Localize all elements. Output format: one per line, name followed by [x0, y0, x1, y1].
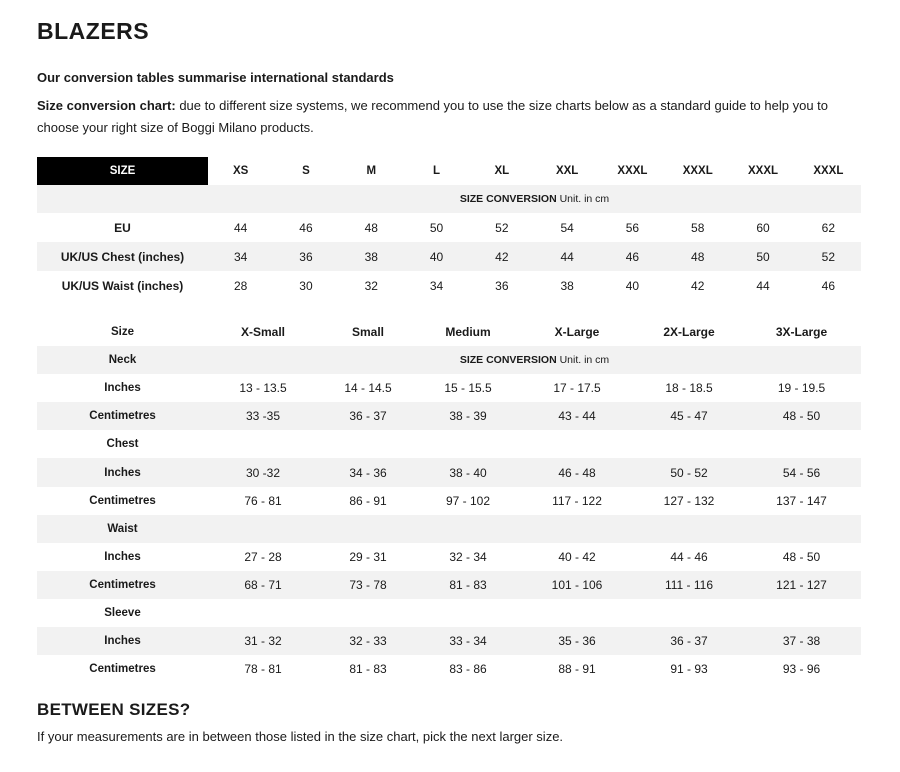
table-cell: 68 - 71 — [208, 571, 318, 599]
intro-heading: Our conversion tables summarise international standards — [37, 70, 394, 85]
table-cell: 44 — [756, 278, 770, 293]
table-cell: 46 — [600, 242, 665, 271]
table-header-row — [37, 318, 861, 346]
table-cell: 44 — [233, 220, 248, 235]
section-label: Chest — [106, 438, 139, 451]
table-cell: 32 — [364, 278, 378, 293]
size-column-header: L — [433, 165, 441, 177]
table-cell: 30 — [299, 278, 313, 293]
table-cell: 40 — [625, 278, 640, 293]
row-label: Centimetres — [37, 402, 208, 430]
section-label: Waist — [37, 515, 208, 543]
table-cell: 52 — [796, 242, 861, 271]
section-label: Sleeve — [104, 606, 141, 619]
empty-cell — [418, 599, 518, 627]
size-conversion-unit-label — [208, 185, 861, 213]
table-cell: 46 - 48 — [518, 458, 636, 486]
size-column-header: XS — [232, 165, 249, 177]
unit-row — [37, 185, 861, 213]
empty-cell — [318, 515, 418, 543]
table-cell: 48 — [364, 220, 378, 235]
table-cell: 34 — [429, 278, 444, 293]
empty-cell — [518, 515, 636, 543]
table-cell: 42 — [469, 242, 534, 271]
measurements-table — [37, 318, 861, 683]
table-cell: 29 - 31 — [349, 549, 387, 564]
empty-cell — [418, 430, 518, 458]
row-label: Inches — [104, 550, 141, 563]
table-cell: 31 - 32 — [208, 627, 318, 655]
size-header-cell: Size — [110, 326, 134, 339]
row-label: Centimetres — [37, 571, 208, 599]
table-cell: 48 - 50 — [782, 549, 821, 564]
table-cell: 91 - 93 — [670, 662, 708, 677]
section-row — [37, 515, 861, 543]
intro-paragraph — [37, 95, 837, 139]
table-cell: 37 - 38 — [742, 627, 861, 655]
table-cell: 58 — [691, 220, 705, 235]
table-cell: 48 - 50 — [742, 402, 861, 430]
table-cell: 86 - 91 — [349, 493, 387, 508]
table-cell: 62 — [821, 220, 836, 235]
table-cell: 52 — [495, 220, 509, 235]
size-column-header: S — [302, 165, 310, 177]
empty-cell — [518, 430, 636, 458]
size-column-header: 2X-Large — [663, 325, 715, 340]
table-cell: 50 — [730, 242, 795, 271]
table-cell: 33 - 34 — [418, 627, 518, 655]
empty-cell — [208, 599, 318, 627]
row-label: Inches — [37, 627, 208, 655]
table-cell: 40 — [404, 242, 469, 271]
size-column-header: X-Small — [240, 325, 285, 340]
table-cell: 19 - 19.5 — [777, 381, 826, 396]
row-label — [37, 185, 208, 213]
between-sizes-title: BETWEEN SIZES? — [37, 700, 191, 719]
empty-cell — [636, 515, 742, 543]
table-cell: 101 - 106 — [518, 571, 636, 599]
table-cell: 27 - 28 — [244, 549, 282, 564]
empty-cell — [208, 515, 318, 543]
table-cell: 60 — [756, 220, 770, 235]
size-column-header: XXXL — [813, 165, 844, 177]
table-cell: 54 - 56 — [742, 458, 861, 486]
section-row — [37, 430, 861, 458]
table-cell: 34 - 36 — [318, 458, 418, 486]
size-column-header: XXXL — [617, 165, 648, 177]
table-cell: 18 - 18.5 — [665, 381, 713, 396]
row-label: EU — [114, 220, 131, 235]
table-cell: 43 - 44 — [518, 402, 636, 430]
table-cell: 137 - 147 — [776, 493, 827, 508]
size-column-header: XXXL — [748, 165, 779, 177]
size-column-header: X-Large — [554, 325, 600, 340]
unit-heading: SIZE CONVERSION — [459, 193, 557, 205]
size-column-header: XL — [494, 165, 510, 177]
table-cell: 44 — [534, 242, 599, 271]
table-cell: 13 - 13.5 — [239, 381, 287, 396]
table-row — [37, 458, 861, 486]
size-header-cell: SIZE — [37, 157, 208, 185]
size-conversion-table — [37, 157, 861, 300]
empty-cell — [208, 430, 318, 458]
size-column-header: 3X-Large — [775, 325, 828, 340]
intro-bold-label: Size conversion chart: — [37, 98, 176, 113]
table-cell: 76 - 81 — [244, 493, 282, 508]
table-cell: 14 - 14.5 — [344, 381, 392, 396]
empty-cell — [318, 430, 418, 458]
table-row — [37, 627, 861, 655]
table-cell: 78 - 81 — [244, 662, 282, 677]
table-cell: 117 - 122 — [552, 493, 602, 508]
table-cell: 56 — [625, 220, 640, 235]
table-cell: 36 - 37 — [636, 627, 742, 655]
unit-text: Unit. in cm — [556, 354, 610, 367]
row-label: Inches — [37, 458, 208, 486]
table-row — [37, 271, 861, 300]
table-cell: 46 — [821, 278, 836, 293]
table-cell: 35 - 36 — [518, 627, 636, 655]
row-label: Inches — [104, 382, 141, 395]
table-cell: 30 -32 — [208, 458, 318, 486]
intro-text: due to different size systems, we recommend you to use the size charts below as a standard guide to help you to choose your right size of Boggi Milano products. — [37, 98, 829, 135]
size-column-header: XXXL — [682, 165, 713, 177]
table-cell: 127 - 132 — [663, 493, 715, 508]
row-label: UK/US Chest (inches) — [37, 242, 208, 271]
unit-heading: SIZE CONVERSION — [459, 354, 557, 367]
table-cell: 38 — [339, 242, 404, 271]
table-cell: 111 - 116 — [636, 571, 742, 599]
table-cell: 121 - 127 — [742, 571, 861, 599]
table-cell: 50 — [429, 220, 444, 235]
section-label: Neck — [37, 346, 208, 374]
table-row — [37, 213, 861, 242]
table-cell: 50 - 52 — [636, 458, 742, 486]
table-cell: 93 - 96 — [782, 662, 821, 677]
size-column-header: Medium — [445, 325, 491, 340]
table-row — [37, 655, 861, 683]
row-label: Centimetres — [89, 494, 156, 507]
size-column-header: Small — [351, 325, 384, 340]
table-cell: 44 - 46 — [670, 549, 708, 564]
table-cell: 15 - 15.5 — [444, 381, 492, 396]
table-cell: 54 — [560, 220, 574, 235]
table-cell: 45 - 47 — [636, 402, 742, 430]
table-row — [37, 543, 861, 571]
size-column-header: M — [366, 165, 377, 177]
empty-cell — [636, 430, 742, 458]
section-row — [37, 599, 861, 627]
table-row — [37, 374, 861, 402]
table-cell: 33 -35 — [208, 402, 318, 430]
row-label: Centimetres — [89, 663, 156, 676]
table-cell: 88 - 91 — [558, 662, 596, 677]
size-column-header: XXL — [555, 165, 579, 177]
table-cell: 81 - 83 — [349, 662, 387, 677]
empty-cell — [742, 430, 861, 458]
table-cell: 38 - 40 — [418, 458, 518, 486]
table-cell: 40 - 42 — [558, 549, 596, 564]
empty-cell — [418, 515, 518, 543]
empty-cell — [742, 599, 861, 627]
table-cell: 17 - 17.5 — [553, 381, 601, 396]
table-cell: 38 — [560, 278, 574, 293]
empty-cell — [318, 599, 418, 627]
empty-cell — [518, 599, 636, 627]
table-row — [37, 571, 861, 599]
table-row — [37, 402, 861, 430]
table-cell: 28 — [233, 278, 248, 293]
size-conversion-unit-label — [208, 346, 861, 374]
table-row — [37, 242, 861, 271]
table-cell: 42 — [691, 278, 705, 293]
table-cell: 97 - 102 — [445, 493, 491, 508]
table-cell: 36 — [495, 278, 509, 293]
table-header-row — [37, 157, 861, 185]
table-cell: 32 - 34 — [449, 549, 487, 564]
table-cell: 46 — [299, 220, 313, 235]
empty-cell — [636, 599, 742, 627]
table-cell: 34 — [208, 242, 273, 271]
table-cell: 81 - 83 — [418, 571, 518, 599]
table-row — [37, 487, 861, 515]
row-label: UK/US Waist (inches) — [61, 278, 184, 293]
table-cell: 73 - 78 — [318, 571, 418, 599]
table-cell: 36 — [273, 242, 338, 271]
page-title: BLAZERS — [37, 18, 150, 44]
table-cell: 48 — [665, 242, 730, 271]
table-cell: 36 - 37 — [318, 402, 418, 430]
table-cell: 83 - 86 — [449, 662, 487, 677]
table-cell: 32 - 33 — [318, 627, 418, 655]
empty-cell — [742, 515, 861, 543]
section-row — [37, 346, 861, 374]
table-cell: 38 - 39 — [418, 402, 518, 430]
between-sizes-text: If your measurements are in between those listed in the size chart, pick the next larger size. — [37, 729, 564, 744]
unit-text: Unit. in cm — [556, 193, 610, 205]
